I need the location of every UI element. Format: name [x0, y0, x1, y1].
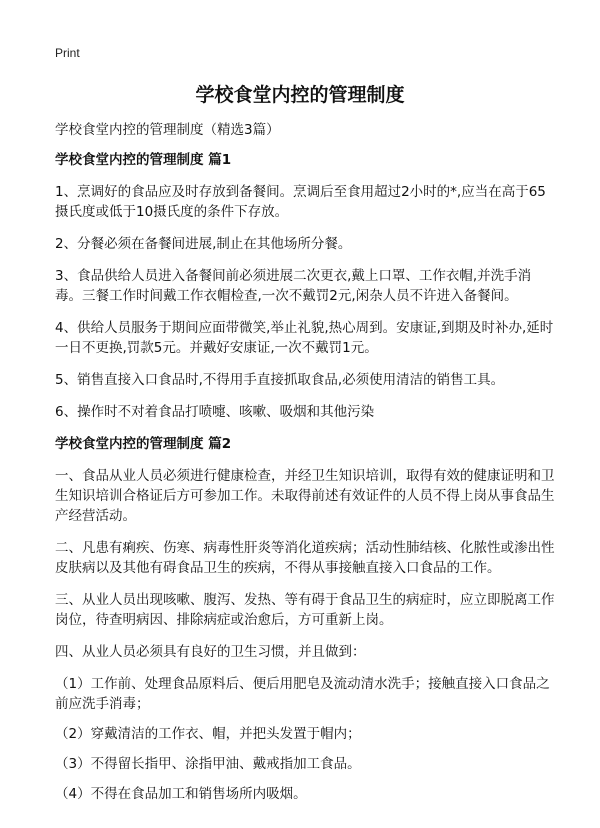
document-subtitle: 学校食堂内控的管理制度（精选3篇） — [55, 122, 280, 138]
section2-subitem-4: （4）不得在食品加工和销售场所内吸烟。 — [55, 786, 307, 802]
section1-item-3: 3、食品供给人员进入备餐间前必须进展二次更衣,戴上口罩、工作衣帽,并洗手消毒。三餐工作时间戴工作衣帽检查,一次不戴罚2元,闲杂人员不许进入备餐间。 — [55, 268, 532, 304]
section1-item-4: 4、供给人员服务于期间应面带微笑,举止礼貌,热心周到。安康证,到期及时补办,延时一日不更换,罚款5元。并戴好安康证,一次不戴罚1元。 — [55, 320, 554, 356]
section2-item-4: 四、从业人员必须具有良好的卫生习惯，并且做到： — [55, 644, 366, 660]
section2-item-2: 二、凡患有痢疾、伤寒、病毒性肝炎等消化道疾病；活动性肺结核、化脓性或渗出性皮肤病以及其他有碍食品卫生的疾病，不得从事接触直接入口食品的工作。 — [55, 540, 555, 576]
section2-subitem-3: （3）不得留长指甲、涂指甲油、戴戒指加工食品。 — [55, 756, 361, 772]
print-label: Print — [55, 46, 80, 60]
section1-item-1: 1、烹调好的食品应及时存放到备餐间。烹调后至食用超过2小时的*,应当在高于65摄氏度或低于10摄氏度的条件下存放。 — [55, 184, 546, 220]
section-heading-2: 学校食堂内控的管理制度 篇2 — [55, 436, 232, 452]
section1-item-6: 6、操作时不对着食品打喷嚏、咳嗽、吸烟和其他污染 — [55, 404, 375, 420]
section2-subitem-1: （1）工作前、处理食品原料后、便后用肥皂及流动清水洗手；接触直接入口食品之前应洗手消毒； — [55, 676, 550, 712]
document-body — [55, 120, 555, 814]
section-heading-1: 学校食堂内控的管理制度 篇1 — [55, 152, 232, 168]
section2-item-3: 三、从业人员出现咳嗽、腹泻、发热、等有碍于食品卫生的病症时，应立即脱离工作岗位，待查明病因、排除病症或治愈后，方可重新上岗。 — [55, 592, 555, 628]
section1-item-5: 5、销售直接入口食品时,不得用手直接抓取食品,必须使用清洁的销售工具。 — [55, 372, 505, 388]
section2-subitem-2: （2）穿戴清洁的工作衣、帽，并把头发置于帽内； — [55, 726, 361, 742]
section2-item-1: 一、食品从业人员必须进行健康检查，并经卫生知识培训，取得有效的健康证明和卫生知识培训合格证后方可参加工作。未取得前述有效证件的人员不得上岗从事食品生产经营活动。 — [55, 468, 555, 524]
section1-item-2: 2、分餐必须在备餐间进展,制止在其他场所分餐。 — [55, 236, 352, 252]
document-title: 学校食堂内控的管理制度 — [195, 84, 405, 106]
